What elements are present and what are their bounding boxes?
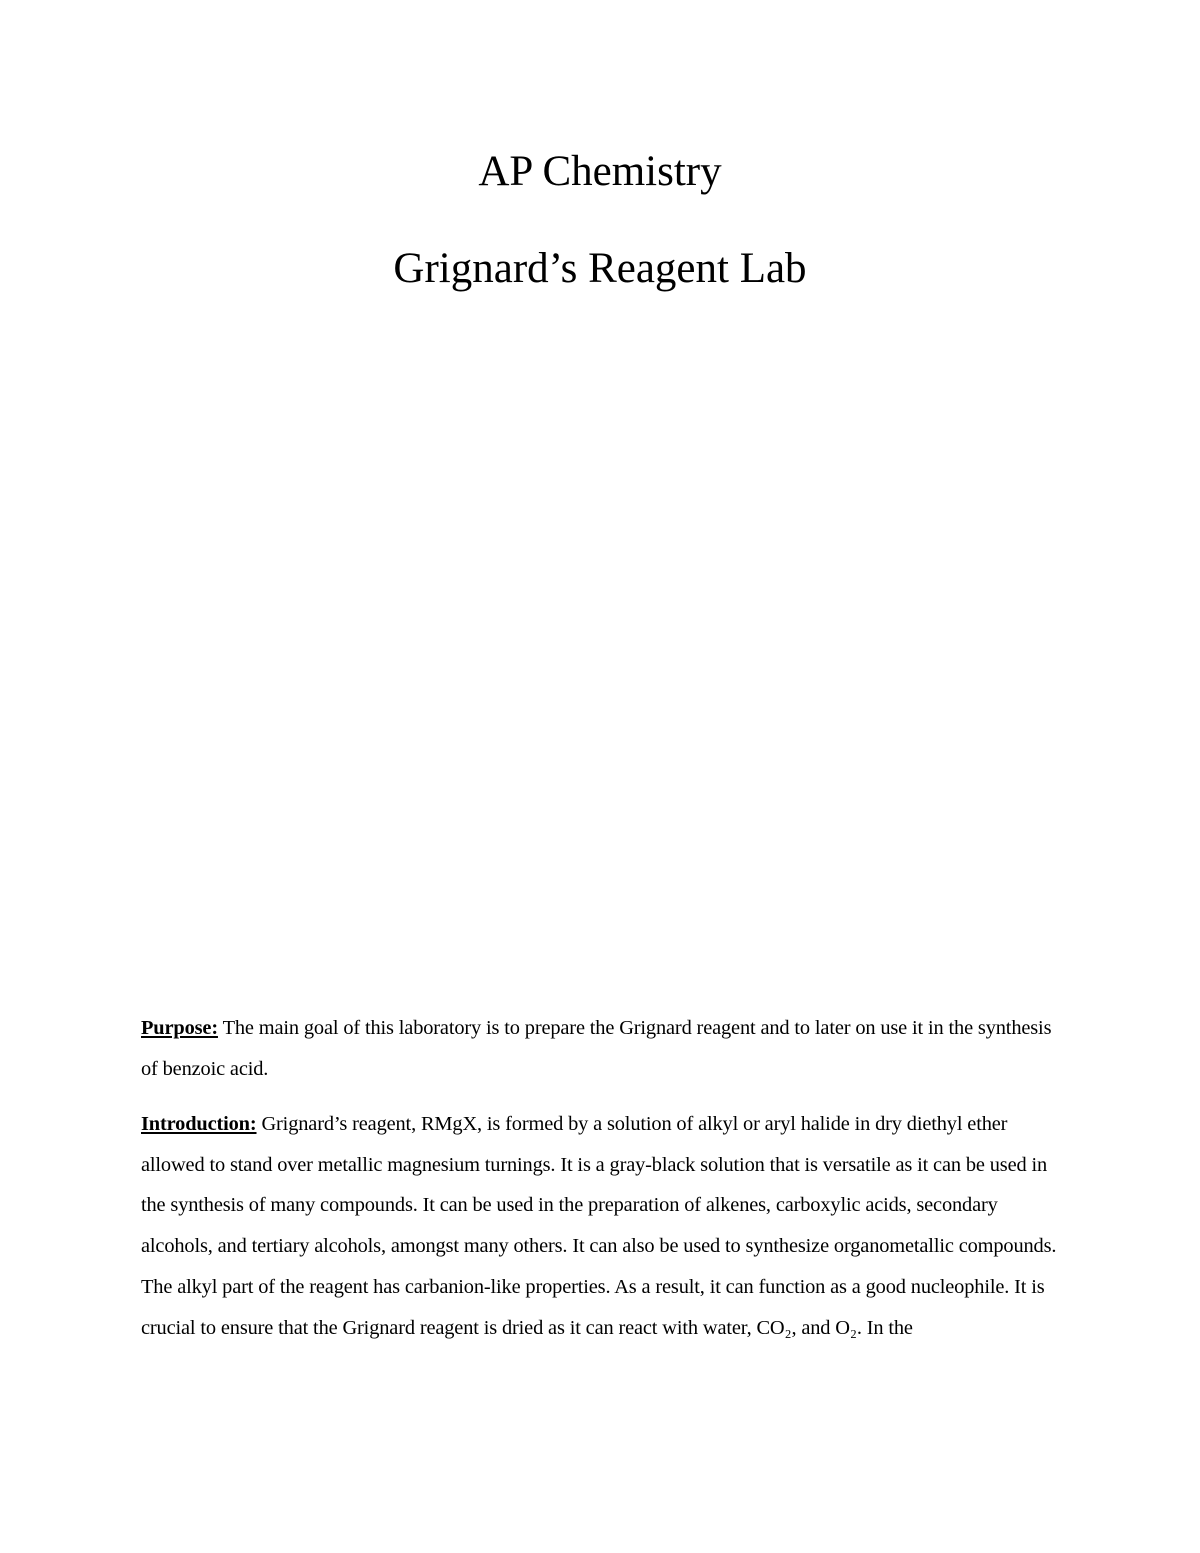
purpose-label: Purpose: bbox=[141, 1017, 218, 1039]
introduction-text: Grignard’s reagent, RMgX, is formed by a solution of alkyl or aryl halide in dry diethyl ether allowed to stand over metallic magnesium turnings. It is a gray-black solution that is versatile as it can be used in the synthesis of many compounds. It can be used in the preparation of alkenes, carboxylic acids, secondary alcohols, and tertiary alcohols, amongst many others. It can also be used to synthesize organometallic compounds. The alkyl part of the reagent has carbanion-like properties. As a result, it can function as a good nucleophile. It is crucial to ensure that the Grignard reagent is dried as it can react with water, CO₂, and O₂. In the bbox=[141, 1113, 1057, 1339]
purpose-paragraph bbox=[141, 1008, 1061, 1089]
document-title: AP Chemistry bbox=[478, 148, 722, 195]
introduction-section bbox=[141, 1104, 1061, 1348]
purpose-text: The main goal of this laboratory is to prepare the Grignard reagent and to later on use it in the synthesis of benzoic acid. bbox=[141, 1017, 1052, 1080]
purpose-section bbox=[141, 1008, 1061, 1089]
document-subtitle: Grignard’s Reagent Lab bbox=[393, 245, 807, 292]
introduction-paragraph bbox=[141, 1104, 1061, 1348]
introduction-label: Introduction: bbox=[141, 1113, 257, 1135]
